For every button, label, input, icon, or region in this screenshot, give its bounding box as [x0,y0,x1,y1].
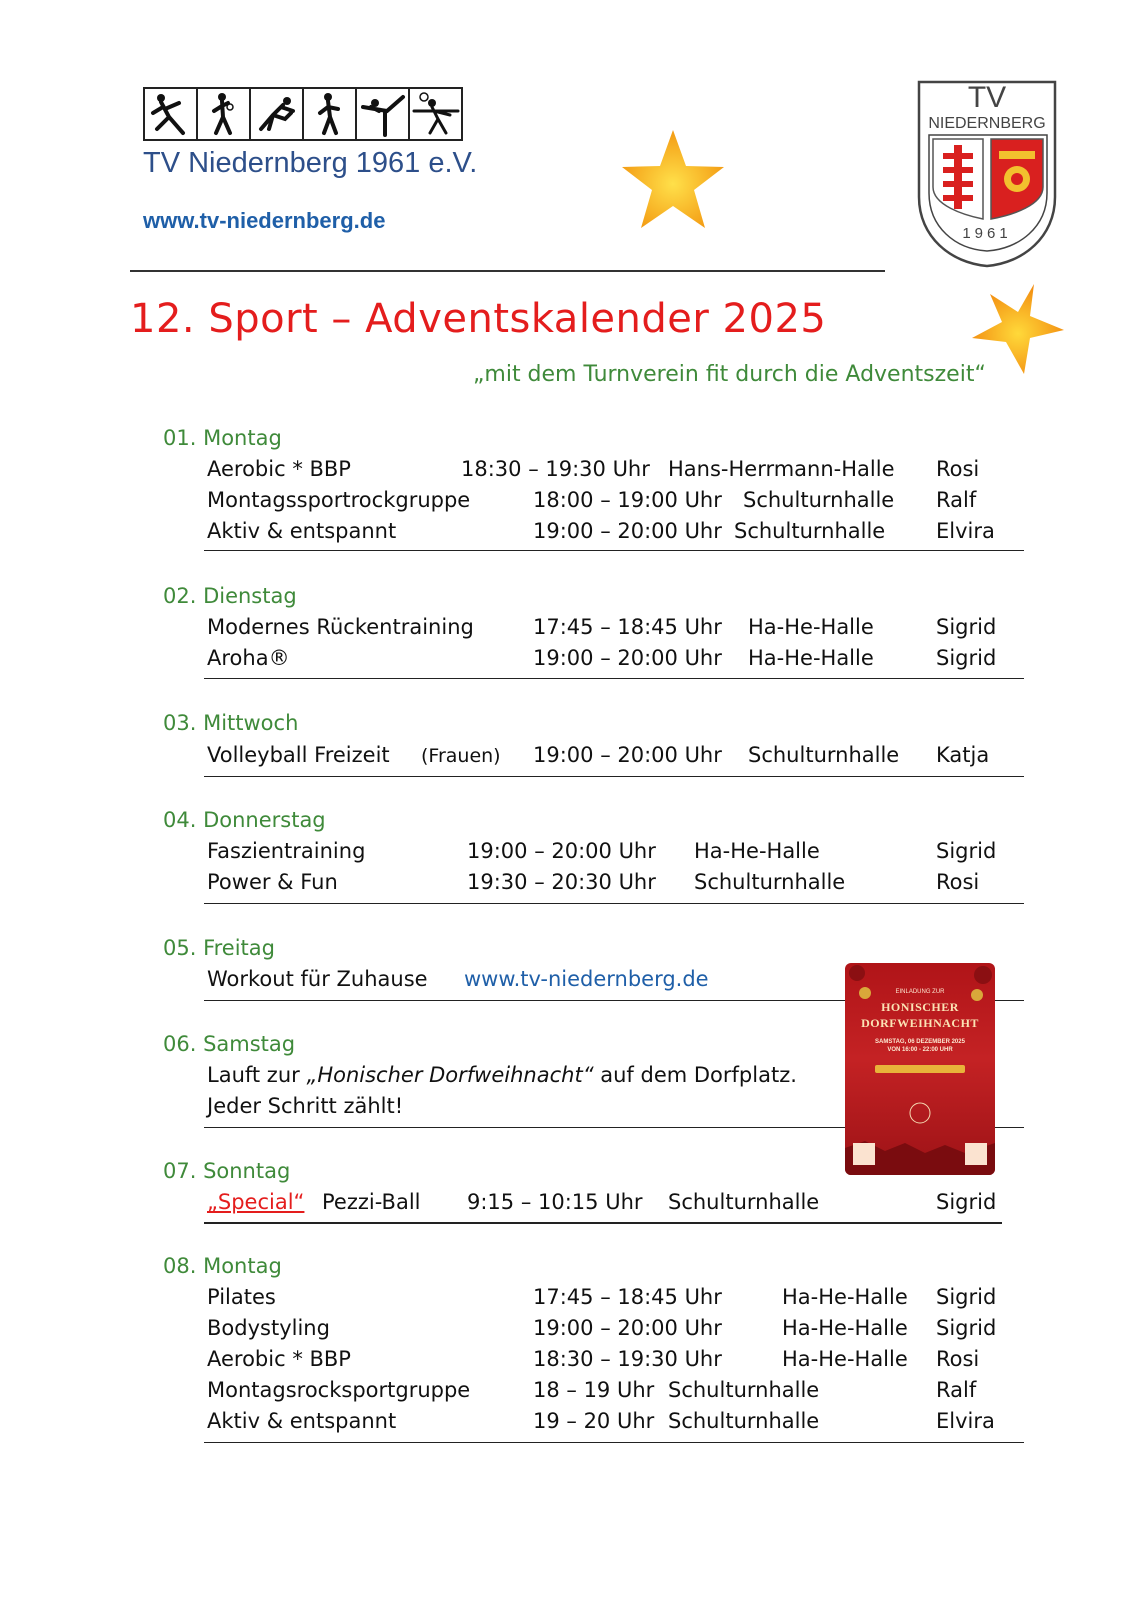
event-text: Lauft zur [207,1063,307,1087]
activity-time: 18:30 – 19:30 Uhr [461,457,650,481]
tennis-icon [408,87,463,141]
activity-name: Aroha® [207,646,290,670]
activity-trainer: Sigrid [936,1316,997,1340]
activity-note: (Frauen) [421,745,501,767]
handball-icon [143,87,198,141]
special-label: „Special“ [207,1190,305,1214]
activity-trainer: Rosi [936,457,980,481]
club-badge [913,79,1061,269]
day-heading: 05. Freitag [163,936,275,960]
badge-title: TV [967,81,1007,114]
activity-name: Montagssportrockgruppe [207,488,471,512]
activity-name: Modernes Rückentraining [207,615,474,639]
poster-time: VON 16:00 - 22:00 UHR [887,1047,953,1053]
activity-name: Aktiv & entspannt [207,1409,397,1433]
activity-name: Pilates [207,1285,276,1309]
activity-name: Power & Fun [207,870,338,894]
sport-pictograms [143,87,461,141]
activity-name: Aktiv & entspannt [207,519,397,543]
club-website-link[interactable]: www.tv-niedernberg.de [143,208,386,233]
dance-icon [302,87,357,141]
activity-time: 19:00 – 20:00 Uhr [533,646,722,670]
activity-venue: Schulturnhalle [668,1409,820,1433]
day-heading: 08. Montag [163,1254,282,1278]
club-name: TV Niedernberg 1961 e.V. [143,147,478,179]
activity-name: Workout für Zuhause [207,967,428,991]
section-divider [204,903,1024,904]
activity-trainer: Sigrid [936,839,997,863]
section-divider [204,776,1024,777]
day-heading: 06. Samstag [163,1032,296,1056]
event-name: „Honischer Dorfweihnacht“ [306,1063,594,1087]
poster-title: DORFWEIHNACHT [861,1016,979,1030]
activity-venue: Schulturnhalle [743,488,895,512]
activity-name: Aerobic * BBP [207,1347,351,1371]
activity-trainer: Sigrid [936,1190,997,1214]
event-description [207,1063,797,1087]
activity-venue: Ha-He-Halle [748,615,874,639]
day-heading: 03. Mittwoch [163,711,299,735]
activity-venue: Schulturnhalle [734,519,886,543]
section-divider [204,550,1024,551]
event-tagline: Jeder Schritt zählt! [207,1094,404,1118]
activity-venue: Hans-Herrmann-Halle [668,457,895,481]
star-icon [620,128,726,232]
activity-name: Volleyball Freizeit [207,743,390,767]
page-title: 12. Sport – Adventskalender 2025 [130,296,827,342]
activity-venue: Schulturnhalle [694,870,846,894]
poster-title: HONISCHER [881,1000,959,1014]
activity-trainer: Sigrid [936,1285,997,1309]
activity-time: 19:00 – 20:00 Uhr [533,1316,722,1340]
activity-trainer: Rosi [936,870,980,894]
activity-time: 9:15 – 10:15 Uhr [467,1190,643,1214]
activity-name: Montagsrocksportgruppe [207,1378,471,1402]
section-divider [204,1222,1002,1224]
activity-time: 19:00 – 20:00 Uhr [533,743,722,767]
activity-trainer: Rosi [936,1347,980,1371]
page-subtitle: „mit dem Turnverein fit durch die Adventszeit“ [473,362,986,387]
activity-venue: Schulturnhalle [748,743,900,767]
day-heading: 07. Sonntag [163,1159,291,1183]
section-divider [204,1442,1024,1443]
volleyball-icon [196,87,251,141]
activity-time: 19:00 – 20:00 Uhr [467,839,656,863]
activity-venue: Ha-He-Halle [782,1316,908,1340]
activity-trainer: Elvira [936,519,995,543]
day-heading: 01. Montag [163,426,282,450]
day-heading: 04. Donnerstag [163,808,326,832]
activity-venue: Schulturnhalle [668,1190,820,1214]
activity-trainer: Ralf [936,1378,977,1402]
activity-trainer: Elvira [936,1409,995,1433]
gymnastics-icon [355,87,410,141]
activity-trainer: Ralf [936,488,977,512]
header-divider [130,270,885,272]
badge-subtitle: NIEDERNBERG [928,115,1046,132]
website-link[interactable]: www.tv-niedernberg.de [464,967,709,991]
section-divider [204,678,1024,679]
activity-venue: Ha-He-Halle [694,839,820,863]
activity-venue: Schulturnhalle [668,1378,820,1402]
activity-trainer: Sigrid [936,615,997,639]
event-text: auf dem Dorfplatz. [593,1063,797,1087]
activity-name: Faszientraining [207,839,366,863]
poster-date: SAMSTAG, 06 DEZEMBER 2025 [875,1039,965,1045]
activity-trainer: Sigrid [936,646,997,670]
running-icon [249,87,304,141]
activity-time: 18:00 – 19:00 Uhr [533,488,722,512]
activity-time: 19:30 – 20:30 Uhr [467,870,656,894]
activity-name: Aerobic * BBP [207,457,351,481]
activity-venue: Ha-He-Halle [748,646,874,670]
activity-time: 18 – 19 Uhr [533,1378,655,1402]
activity-time: 19 – 20 Uhr [533,1409,655,1433]
activity-venue: Ha-He-Halle [782,1347,908,1371]
event-poster [845,963,995,1175]
activity-time: 17:45 – 18:45 Uhr [533,1285,722,1309]
badge-year: 1961 [962,225,1012,242]
activity-time: 17:45 – 18:45 Uhr [533,615,722,639]
activity-time: 19:00 – 20:00 Uhr [533,519,722,543]
day-heading: 02. Dienstag [163,584,297,608]
poster-kicker: EINLADUNG ZUR [895,989,945,995]
activity-name: Bodystyling [207,1316,330,1340]
activity-name: Pezzi-Ball [322,1190,421,1214]
activity-venue: Ha-He-Halle [782,1285,908,1309]
activity-trainer: Katja [936,743,990,767]
activity-time: 18:30 – 19:30 Uhr [533,1347,722,1371]
